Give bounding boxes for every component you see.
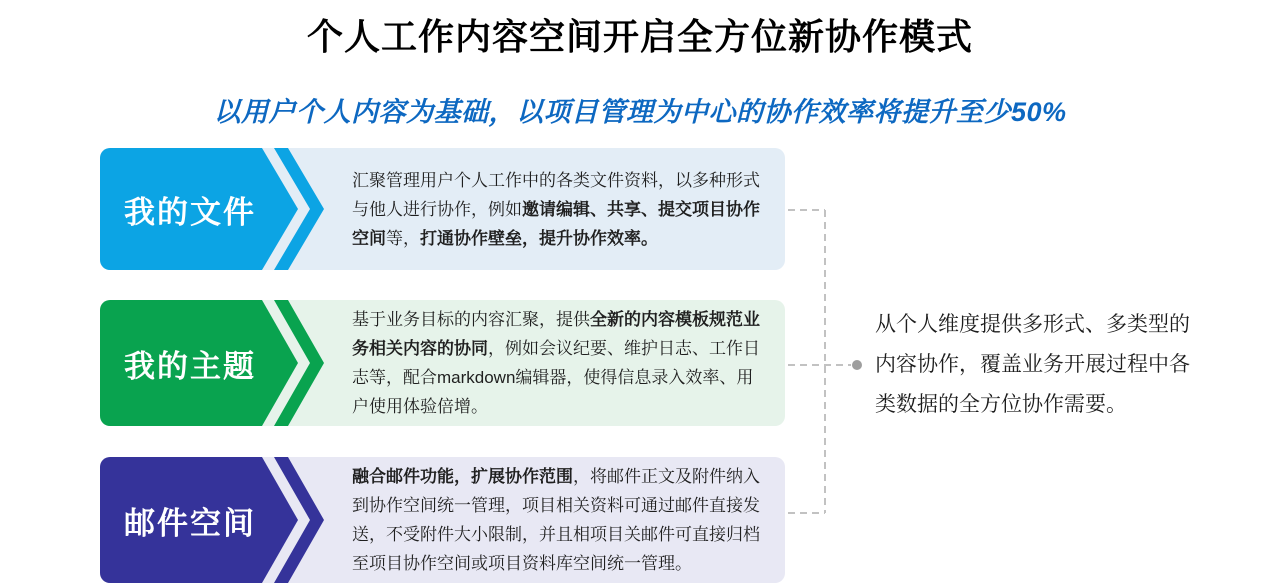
row-description-text: 融合邮件功能，扩展协作范围，将邮件正文及附件纳入到协作空间统一管理，项目相关资料可通过邮件直接发送，不受附件大小限制，并且相项目关邮件可直接归档至项目协作空间或项目资料库空间统一管理。	[352, 467, 760, 573]
row-description-text: 基于业务目标的内容汇聚，提供全新的内容模板规范业务相关内容的协同，例如会议纪要、维护日志、工作日志等，配合markdown编辑器，使得信息录入效率、用户使用体验倍增。	[352, 310, 760, 416]
page-title: 个人工作内容空间开启全方位新协作模式	[306, 16, 973, 57]
row-my-topics	[100, 300, 785, 426]
row-label-my-files: 我的文件	[124, 194, 256, 230]
row-my-files	[100, 148, 785, 270]
row-description-my-topics	[352, 300, 769, 426]
side-note-text: 从个人维度提供多形式、多类型的内容协作，覆盖业务开展过程中各类数据的全方位协作需要。	[875, 313, 1190, 416]
row-mail-space	[100, 457, 785, 583]
row-description-my-files	[352, 148, 769, 270]
row-label-my-topics: 我的主题	[124, 348, 256, 384]
page-subtitle: 以用户个人内容为基础，以项目管理为中心的协作效率将提升至少50%	[213, 97, 1067, 127]
connector-dot	[852, 360, 862, 370]
row-description-text: 汇聚管理用户个人工作中的各类文件资料，以多种形式与他人进行协作，例如邀请编辑、共享、提交项目协作空间等，打通协作壁垒，提升协作效率。	[352, 170, 760, 248]
row-label-mail-space: 邮件空间	[124, 505, 256, 541]
row-description-mail-space	[352, 457, 769, 583]
